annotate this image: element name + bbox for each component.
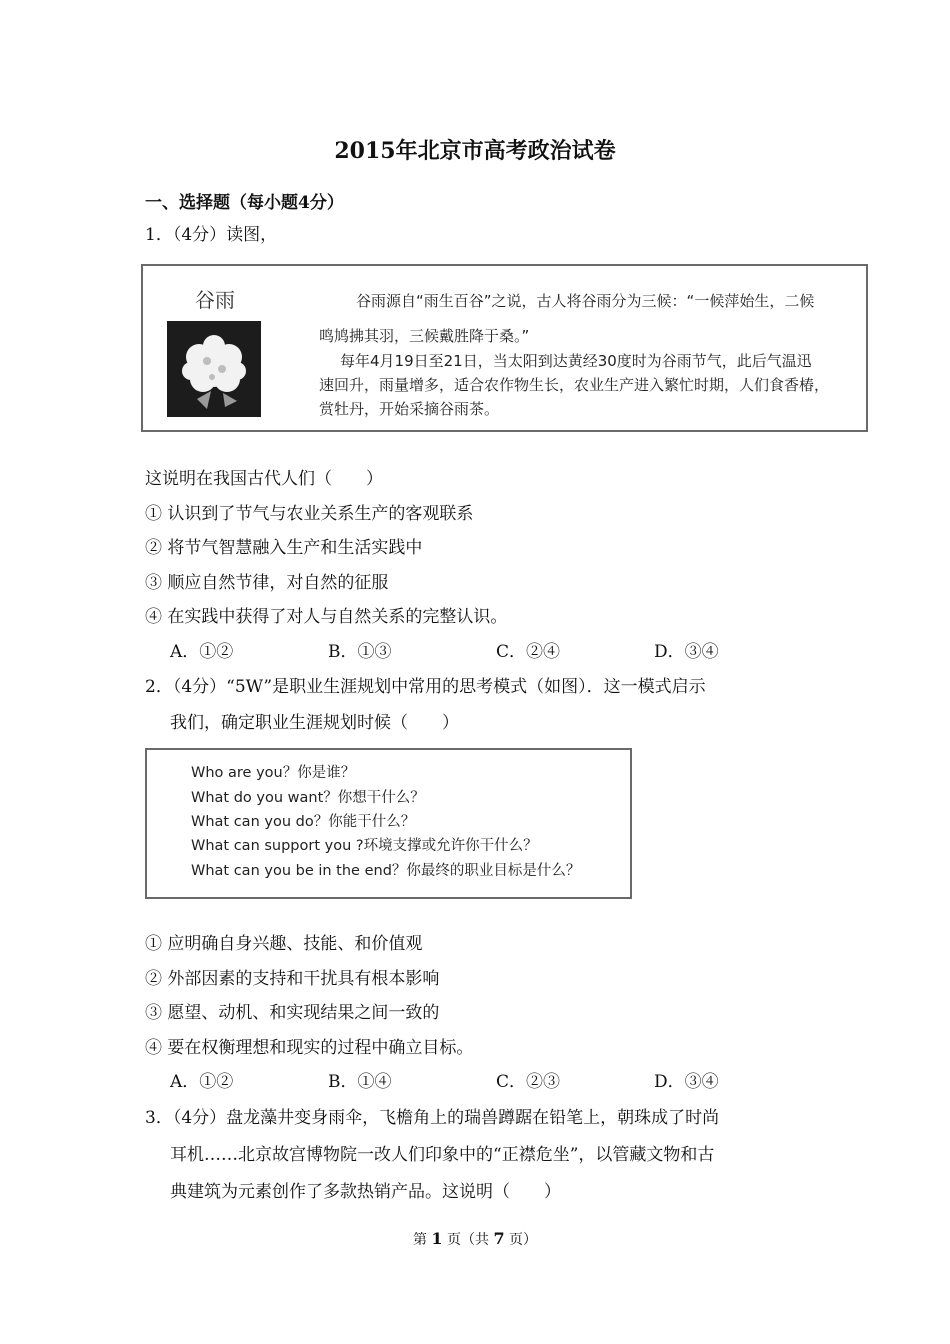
- flower-image: [167, 321, 261, 417]
- page-footer: [0, 1229, 950, 1249]
- q2-figure-line: What do you want？你想干什么？: [191, 790, 425, 806]
- q1-figure-heading: 谷雨: [195, 288, 235, 312]
- flower-icon: [167, 321, 261, 417]
- footer-total-pages: 7: [493, 1229, 505, 1248]
- q1-item: ② 将节气智慧融入生产和生活实践中: [145, 538, 423, 558]
- q1-stem: 1．（4分）读图，: [145, 225, 278, 245]
- q2-option-a: A．①②: [170, 1072, 234, 1092]
- q2-option-b: B．①④: [328, 1072, 392, 1092]
- q1-question: 这说明在我国古代人们（ ）: [145, 469, 383, 489]
- q1-figure: [141, 264, 868, 432]
- q2-item: ① 应明确自身兴趣、技能、和价值观: [145, 934, 423, 954]
- q3-line2: 耳机……北京故宫博物院一改人们印象中的“正襟危坐”，以管藏文物和古: [170, 1145, 715, 1165]
- q1-figure-para1-line1: 谷雨源自“雨生百谷”之说，古人将谷雨分为三候：“一候萍始生，二候: [356, 292, 815, 310]
- q3-line3: 典建筑为元素创作了多款热销产品。这说明（ ）: [170, 1182, 561, 1202]
- page-title: 2015年北京市高考政治试卷: [334, 138, 616, 164]
- footer-middle: 页（共: [447, 1232, 489, 1248]
- q2-stem-line1: 2．（4分）“5W”是职业生涯规划中常用的思考模式（如图）．这一模式启示: [145, 677, 706, 697]
- q1-item: ③ 顺应自然节律，对自然的征服: [145, 573, 389, 593]
- q2-option-c: C．②③: [496, 1072, 561, 1092]
- q1-item: ① 认识到了节气与农业关系生产的客观联系: [145, 504, 474, 524]
- section-heading: 一、选择题（每小题4分）: [145, 193, 344, 213]
- q2-option-d: D．③④: [654, 1072, 719, 1092]
- q2-figure-line: Who are you？你是谁？: [191, 765, 356, 781]
- q2-item: ③ 愿望、动机、和实现结果之间一致的: [145, 1003, 440, 1023]
- q2-figure-line: What can you be in the end？你最终的职业目标是什么？: [191, 863, 581, 879]
- q1-option-d: D．③④: [654, 642, 719, 662]
- q2-figure: [145, 748, 632, 899]
- footer-suffix: 页）: [509, 1232, 538, 1248]
- q1-figure-para2-line1: 每年4月19日至21日，当太阳到达黄经30度时为谷雨节气，此后气温迅: [340, 352, 812, 370]
- q2-item: ④ 要在权衡理想和现实的过程中确立目标。: [145, 1038, 474, 1058]
- q2-figure-line: What can you do？你能干什么？: [191, 814, 416, 830]
- q1-option-a: A．①②: [170, 642, 234, 662]
- q3-line1: 3．（4分）盘龙藻井变身雨伞，飞檐角上的瑞兽蹲踞在铅笔上，朝珠成了时尚: [145, 1108, 720, 1128]
- q2-figure-line: What can support you ?环境支撑或允许你干什么？: [191, 838, 538, 854]
- q1-figure-para2-line3: 赏牡丹，开始采摘谷雨茶。: [319, 400, 500, 418]
- q2-item: ② 外部因素的支持和干扰具有根本影响: [145, 969, 440, 989]
- q1-figure-para1-line2: 鸣鸠拂其羽，三候戴胜降于桑。”: [319, 327, 530, 345]
- q1-item: ④ 在实践中获得了对人与自然关系的完整认识。: [145, 607, 508, 627]
- q1-option-b: B．①③: [328, 642, 392, 662]
- footer-prefix: 第: [412, 1232, 427, 1248]
- q1-option-c: C．②④: [496, 642, 561, 662]
- footer-page-number: 1: [431, 1229, 443, 1248]
- q2-stem-line2: 我们，确定职业生涯规划时候（ ）: [170, 713, 459, 733]
- q1-figure-para2-line2: 速回升，雨量增多，适合农作物生长，农业生产进入繁忙时期，人们食香椿，: [319, 376, 830, 394]
